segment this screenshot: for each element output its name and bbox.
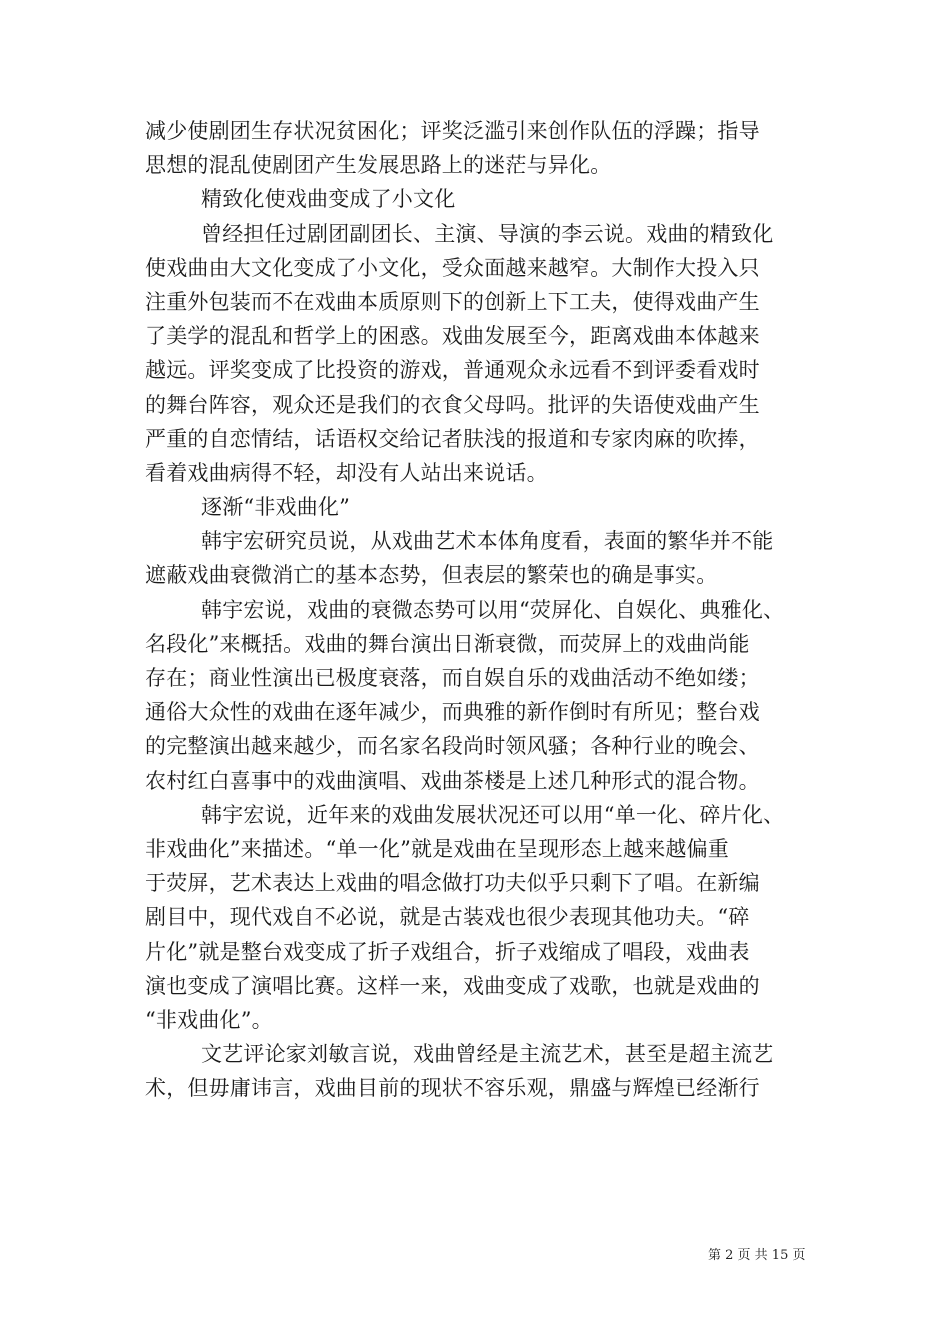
text-line: 存在；商业性演出已极度衰落，而自娱自乐的戏曲活动不绝如缕；	[145, 666, 760, 690]
document-body	[145, 114, 807, 1105]
text-line: 越远。评奖变成了比投资的游戏，普通观众永远看不到评委看戏时	[145, 358, 760, 383]
text-line: 非戏曲化”来描述。“单一化”就是戏曲在呈现形态上越来越偏重	[145, 836, 730, 861]
text-line: 严重的自恋情结，话语权交给记者肤浅的报道和专家肉麻的吹捧，	[145, 426, 760, 451]
text-line: 农村红白喜事中的戏曲演唱、戏曲茶楼是上述几种形式的混合物。	[145, 768, 760, 793]
text-line: 演也变成了演唱比赛。这样一来，戏曲变成了戏歌，也就是戏曲的	[145, 973, 760, 998]
page-number-footer: 第 2 页 共 15 页	[708, 1248, 806, 1263]
text-line: 的完整演出越来越少，而名家名段尚时领风骚；各种行业的晚会、	[145, 734, 760, 759]
text-line: 遮蔽戏曲衰微消亡的基本态势，但表层的繁荣也的确是事实。	[145, 563, 718, 588]
text-line: 片化”就是整台戏变成了折子戏组合，折子戏缩成了唱段，戏曲表	[145, 939, 750, 964]
text-line: 减少使剧团生存状况贫困化；评奖泛滥引来创作队伍的浮躁；指导	[145, 119, 760, 143]
text-line: 名段化”来概括。戏曲的舞台演出日渐衰微，而荧屏上的戏曲尚能	[145, 631, 750, 656]
text-line: 文艺评论家刘敏言说，戏曲曾经是主流艺术，甚至是超主流艺	[201, 1042, 774, 1067]
text-line: 韩宇宏说，近年来的戏曲发展状况还可以用“单一化、碎片化、	[201, 802, 785, 827]
text-line: 韩宇宏说，戏曲的衰微态势可以用“荧屏化、自娱化、典雅化、	[201, 597, 785, 622]
text-line: 于荧屏，艺术表达上戏曲的唱念做打功夫似乎只剩下了唱。在新编	[145, 871, 760, 896]
text-line: 通俗大众性的戏曲在逐年减少，而典雅的新作倒时有所见；整台戏	[145, 700, 760, 725]
text-line: 逐渐“非戏曲化”	[201, 495, 351, 520]
text-line: 使戏曲由大文化变成了小文化，受众面越来越窄。大制作大投入只	[145, 255, 760, 280]
text-line: 曾经担任过剧团副团长、主演、导演的李云说。戏曲的精致化	[201, 221, 774, 246]
text-line: 术，但毋庸讳言，戏曲目前的现状不容乐观，鼎盛与辉煌已经渐行	[145, 1076, 760, 1101]
text-line: 思想的混乱使剧团产生发展思路上的迷茫与异化。	[145, 153, 612, 178]
text-line: 精致化使戏曲变成了小文化	[201, 187, 456, 212]
text-line: 的舞台阵容，观众还是我们的衣食父母吗。批评的失语使戏曲产生	[145, 392, 760, 417]
text-line: 了美学的混乱和哲学上的困惑。戏曲发展至今，距离戏曲本体越来	[145, 324, 760, 349]
text-line: 看着戏曲病得不轻，却没有人站出来说话。	[145, 460, 548, 485]
text-line: 韩宇宏研究员说，从戏曲艺术本体角度看，表面的繁华并不能	[201, 529, 774, 554]
text-line: 注重外包装而不在戏曲本质原则下的创新上下工夫，使得戏曲产生	[145, 289, 760, 314]
text-line: “非戏曲化”。	[145, 1007, 273, 1032]
text-line: 剧目中，现代戏自不必说，就是古装戏也很少表现其他功夫。“碎	[145, 905, 750, 930]
